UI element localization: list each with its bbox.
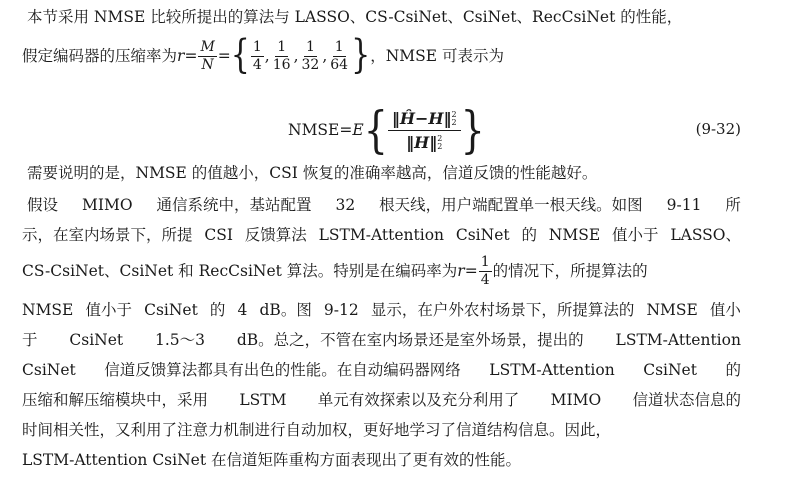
fraction: $\frac{1}{32}$ bbox=[301, 38, 320, 73]
equation-fraction: ‖Ĥ−H‖ 2 2 ‖H‖ 2 2 bbox=[388, 109, 461, 152]
equation-block bbox=[0, 100, 791, 160]
fraction-one-quarter: $\frac{1}{4}$ bbox=[480, 253, 490, 288]
text-line: NMSE 值小于 CsiNet 的 4 dB。图 9-12 显示，在户外农村场景下，所提算法的 NMSE 值小 bbox=[22, 301, 741, 319]
fraction: $\frac{1}{64}$ bbox=[330, 38, 349, 73]
text-line: 于 CsiNet 1.5～3 dB。总之，不管在室内场景还是室外场景，提出的 LSTM-Attention bbox=[22, 331, 741, 349]
equation-number: (9-32) bbox=[695, 120, 741, 138]
fraction-m-over-n: $\frac{M}{N}$ bbox=[200, 38, 215, 73]
text-line: 时间相关性，又利用了注意力机制进行自动加权，更好地学习了信道结构信息。因此， bbox=[22, 421, 612, 439]
text-line-with-formula: CS-CsiNet、CsiNet 和 RecCsiNet 算法。特别是在编码率为 r = $\frac{1}{4}$ 的情况下，所提算法的 bbox=[22, 253, 648, 288]
text-line-with-formula: 假定编码器的压缩率为 r = $\frac{M}{N}$ = { $\frac{1}{4}$ , $\frac{1}{16}$ , $\frac{1}{32}$ , $\frac{1}{64}$ } ，NMSE 可表示为 bbox=[22, 32, 504, 79]
text-line: 假设 MIMO 通信系统中，基站配置 32 根天线，用户端配置单一根天线。如图 9-11 所 bbox=[27, 196, 741, 214]
text-line: 示，在室内场景下，所提 CSI 反馈算法 LSTM-Attention CsiNet 的 NMSE 值小于 LASSO、 bbox=[22, 226, 741, 244]
text-line: 需要说明的是，NMSE 的值越小，CSI 恢复的准确率越高，信道反馈的性能越好。 bbox=[27, 164, 598, 182]
equation-formula: NMSE= E { ‖Ĥ−H‖ 2 2 ‖H‖ 2 2 } bbox=[288, 101, 485, 159]
text-line: 本节采用 NMSE 比较所提出的算法与 LASSO、CS-CsiNet、CsiNet、RecCsiNet 的性能， bbox=[27, 8, 683, 26]
fraction: $\frac{1}{4}$ bbox=[252, 38, 262, 73]
text-line: LSTM-Attention CsiNet 在信道矩阵重构方面表现出了更有效的性能。 bbox=[22, 451, 521, 469]
text-line: CsiNet 信道反馈算法都具有出色的性能。在自动编码器网络 LSTM-Attention CsiNet 的 bbox=[22, 361, 741, 379]
text-line: 压缩和解压缩模块中，采用 LSTM 单元有效探索以及充分利用了 MIMO 信道状态信息的 bbox=[22, 391, 741, 409]
fraction: $\frac{1}{16}$ bbox=[272, 38, 291, 73]
